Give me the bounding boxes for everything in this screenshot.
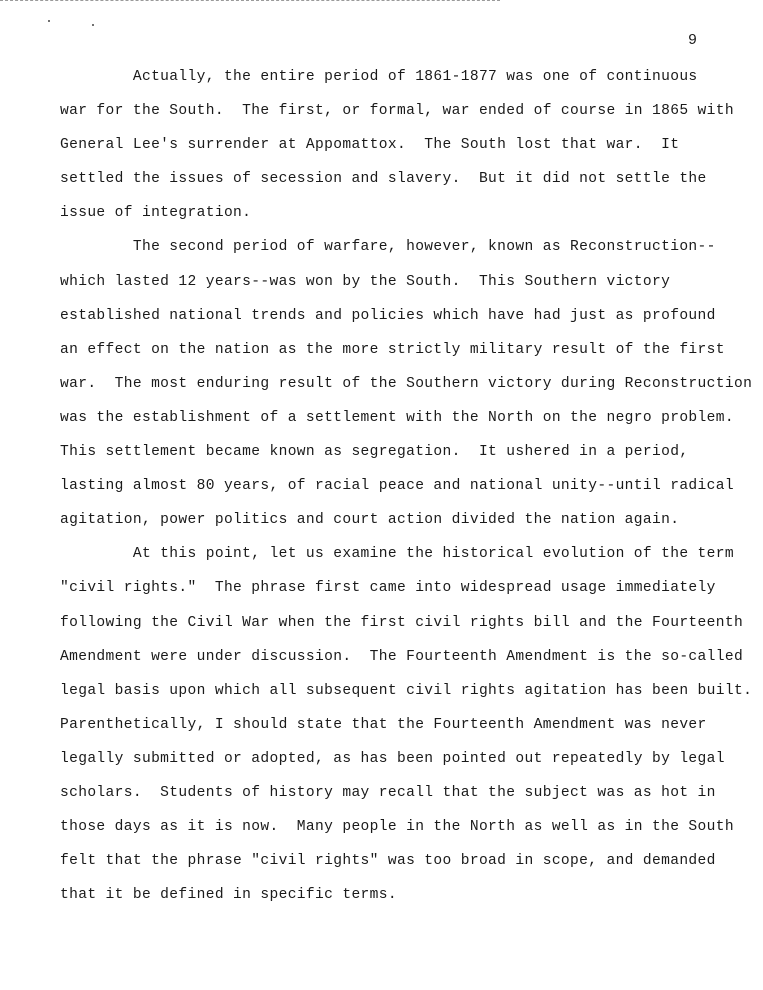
text-line: settled the issues of secession and slavery. But it did not settle the xyxy=(60,171,707,188)
text-line: General Lee's surrender at Appomattox. The South lost that war. It xyxy=(60,137,680,154)
text-line: Amendment were under discussion. The Fourteenth Amendment is the so-called xyxy=(60,648,744,665)
text-line: those days as it is now. Many people in the North as well as in the South xyxy=(60,819,734,836)
text-line: issue of integration. xyxy=(60,205,252,222)
text-line: "civil rights." The phrase first came into widespread usage immediately xyxy=(60,580,716,597)
text-line: that it be defined in specific terms. xyxy=(60,887,397,904)
text-line: scholars. Students of history may recall that the subject was as hot in xyxy=(60,784,716,801)
text-line: was the establishment of a settlement with the North on the negro problem. xyxy=(60,409,734,426)
text-line: an effect on the nation as the more strictly military result of the first xyxy=(60,341,725,358)
text-line: legal basis upon which all subsequent civil rights agitation has been built. xyxy=(60,682,753,699)
text-line: war for the South. The first, or formal, war ended of course in 1865 with xyxy=(60,103,734,120)
paper-speck xyxy=(48,20,50,22)
text-line: following the Civil War when the first civil rights bill and the Fourteenth xyxy=(60,614,744,631)
text-line: Actually, the entire period of 1861-1877 was one of continuous xyxy=(60,69,698,85)
text-line: agitation, power politics and court action divided the nation again. xyxy=(60,512,680,529)
text-line: lasting almost 80 years, of racial peace and national unity--until radical xyxy=(60,478,734,495)
text-line: Parenthetically, I should state that the Fourteenth Amendment was never xyxy=(60,716,707,733)
page-top-edge-rule xyxy=(0,0,500,1)
text-line: established national trends and policies which have had just as profound xyxy=(60,307,716,324)
text-line: legally submitted or adopted, as has been pointed out repeatedly by legal xyxy=(60,750,725,767)
text-line: war. The most enduring result of the Southern victory during Reconstruction xyxy=(60,375,753,392)
page-number: 9 xyxy=(688,32,698,49)
text-line: At this point, let us examine the historical evolution of the term xyxy=(60,546,734,563)
text-line: felt that the phrase "civil rights" was too broad in scope, and demanded xyxy=(60,853,716,870)
typescript-body xyxy=(60,68,760,920)
text-line: This settlement became known as segregation. It ushered in a period, xyxy=(60,444,689,461)
text-line: which lasted 12 years--was won by the South. This Southern victory xyxy=(60,273,671,290)
paper-speck xyxy=(92,24,94,26)
text-line: The second period of warfare, however, known as Reconstruction-- xyxy=(60,239,716,256)
